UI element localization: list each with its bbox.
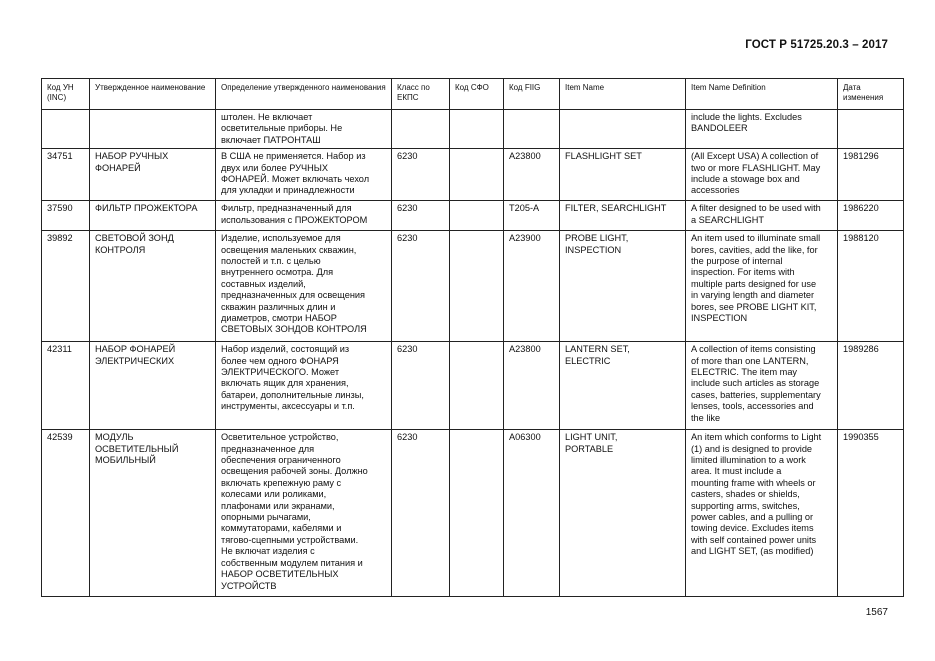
cell-definition: Изделие, используемое для освещения маленьких скважин, полостей и т.п. с целью внутреннего осмотра. Для составных изделий, предназначенных для освещения скважин различных длин и диаметров, смотри НАБОР СВЕТОВЫХ ЗОНДОВ КОНТРОЛЯ bbox=[216, 231, 392, 342]
cell-approved-name: СВЕТОВОЙ ЗОНД КОНТРОЛЯ bbox=[90, 231, 216, 342]
cell-sfo bbox=[450, 231, 504, 342]
column-header-fiig: Код FIIG bbox=[504, 79, 560, 110]
cell-inc: 37590 bbox=[42, 201, 90, 231]
cell-change-date: 1988120 bbox=[838, 231, 904, 342]
cell-item-definition: An item used to illuminate small bores, cavities, add the like, for the purpose of internal inspection. For items with multiple parts designed for use in varying length and diameter bores, see PROBE LIGHT KIT, INSPECTION bbox=[686, 231, 838, 342]
cell-item-name: LANTERN SET, ELECTRIC bbox=[560, 342, 686, 430]
cell-class bbox=[392, 110, 450, 149]
cell-item-name: FILTER, SEARCHLIGHT bbox=[560, 201, 686, 231]
table-row bbox=[42, 149, 904, 201]
cell-item-definition: An item which conforms to Light (1) and is designed to provide limited illumination to a work area. It must include a mounting frame with wheels or casters, shades or shields, supporting arms, switches, power cables, and a pulling or towing device. Excludes items with self contained power units and LIGHT SET, (as modified) bbox=[686, 430, 838, 597]
cell-approved-name bbox=[90, 110, 216, 149]
column-header-approved-name: Утвержденное наименование bbox=[90, 79, 216, 110]
cell-inc: 39892 bbox=[42, 231, 90, 342]
cell-item-name bbox=[560, 110, 686, 149]
table-row bbox=[42, 231, 904, 342]
cell-approved-name: НАБОР РУЧНЫХ ФОНАРЕЙ bbox=[90, 149, 216, 201]
cell-fiig: T205-A bbox=[504, 201, 560, 231]
cell-fiig bbox=[504, 110, 560, 149]
table-row bbox=[42, 110, 904, 149]
cell-inc: 34751 bbox=[42, 149, 90, 201]
cell-definition: Осветительное устройство, предназначенное для обеспечения ограниченного освещения рабочей зоны. Должно включать крепежную раму с колесами или роликами, плафонами или экранами, опорными рычагами, коммутаторами, кабелями и тягово-сцепными устройствами. Не включат изделия с собственным модулем питания и НАБОР ОСВЕТИТЕЛЬНЫХ УСТРОЙСТВ bbox=[216, 430, 392, 597]
cell-definition: Фильтр, предназначенный для использования с ПРОЖЕКТОРОМ bbox=[216, 201, 392, 231]
column-header-class: Класс по ЕКПС bbox=[392, 79, 450, 110]
column-header-inc: Код УН (INC) bbox=[42, 79, 90, 110]
cell-change-date: 1986220 bbox=[838, 201, 904, 231]
table-row bbox=[42, 201, 904, 231]
cell-definition: Набор изделий, состоящий из более чем одного ФОНАРЯ ЭЛЕКТРИЧЕСКОГО. Может включать ящик для хранения, батареи, дополнительные линзы, инструменты, аксессуары и т.п. bbox=[216, 342, 392, 430]
column-header-definition: Определение утвержденного наименования bbox=[216, 79, 392, 110]
table-header-row bbox=[42, 79, 904, 110]
specification-table bbox=[41, 78, 904, 597]
cell-item-name: FLASHLIGHT SET bbox=[560, 149, 686, 201]
page-number: 1567 bbox=[865, 607, 888, 618]
cell-item-definition: A collection of items consisting of more than one LANTERN, ELECTRIC. The item may include such articles as storage cases, batteries, supplementary lenses, tools, accessories and the like bbox=[686, 342, 838, 430]
cell-change-date: 1981296 bbox=[838, 149, 904, 201]
cell-item-definition: A filter designed to be used with a SEARCHLIGHT bbox=[686, 201, 838, 231]
cell-inc: 42539 bbox=[42, 430, 90, 597]
column-header-sfo: Код СФО bbox=[450, 79, 504, 110]
cell-fiig: A23800 bbox=[504, 149, 560, 201]
cell-fiig: A23900 bbox=[504, 231, 560, 342]
table-row bbox=[42, 430, 904, 597]
cell-definition: штолен. Не включает осветительные приборы. Не включает ПАТРОНТАШ bbox=[216, 110, 392, 149]
cell-sfo bbox=[450, 342, 504, 430]
cell-class: 6230 bbox=[392, 149, 450, 201]
table-row bbox=[42, 342, 904, 430]
cell-fiig: A23800 bbox=[504, 342, 560, 430]
cell-inc bbox=[42, 110, 90, 149]
cell-inc: 42311 bbox=[42, 342, 90, 430]
cell-definition: В США не применяется. Набор из двух или более РУЧНЫХ ФОНАРЕЙ. Может включать чехол для укладки и принадлежности bbox=[216, 149, 392, 201]
cell-sfo bbox=[450, 430, 504, 597]
cell-sfo bbox=[450, 149, 504, 201]
cell-sfo bbox=[450, 201, 504, 231]
cell-item-definition: include the lights. Excludes BANDOLEER bbox=[686, 110, 838, 149]
cell-change-date bbox=[838, 110, 904, 149]
cell-fiig: A06300 bbox=[504, 430, 560, 597]
cell-approved-name: ФИЛЬТР ПРОЖЕКТОРА bbox=[90, 201, 216, 231]
column-header-change-date: Дата изменения bbox=[838, 79, 904, 110]
cell-sfo bbox=[450, 110, 504, 149]
column-header-item-definition: Item Name Definition bbox=[686, 79, 838, 110]
cell-change-date: 1990355 bbox=[838, 430, 904, 597]
cell-item-name: PROBE LIGHT, INSPECTION bbox=[560, 231, 686, 342]
cell-approved-name: МОДУЛЬ ОСВЕТИТЕЛЬНЫЙ МОБИЛЬНЫЙ bbox=[90, 430, 216, 597]
cell-item-name: LIGHT UNIT, PORTABLE bbox=[560, 430, 686, 597]
cell-item-definition: (All Except USA) A collection of two or more FLASHLIGHT. May include a stowage box and accessories bbox=[686, 149, 838, 201]
cell-class: 6230 bbox=[392, 342, 450, 430]
cell-class: 6230 bbox=[392, 231, 450, 342]
cell-change-date: 1989286 bbox=[838, 342, 904, 430]
cell-approved-name: НАБОР ФОНАРЕЙ ЭЛЕКТРИЧЕСКИХ bbox=[90, 342, 216, 430]
document-header: ГОСТ Р 51725.20.3 – 2017 bbox=[745, 39, 888, 51]
cell-class: 6230 bbox=[392, 430, 450, 597]
cell-class: 6230 bbox=[392, 201, 450, 231]
column-header-item-name: Item Name bbox=[560, 79, 686, 110]
